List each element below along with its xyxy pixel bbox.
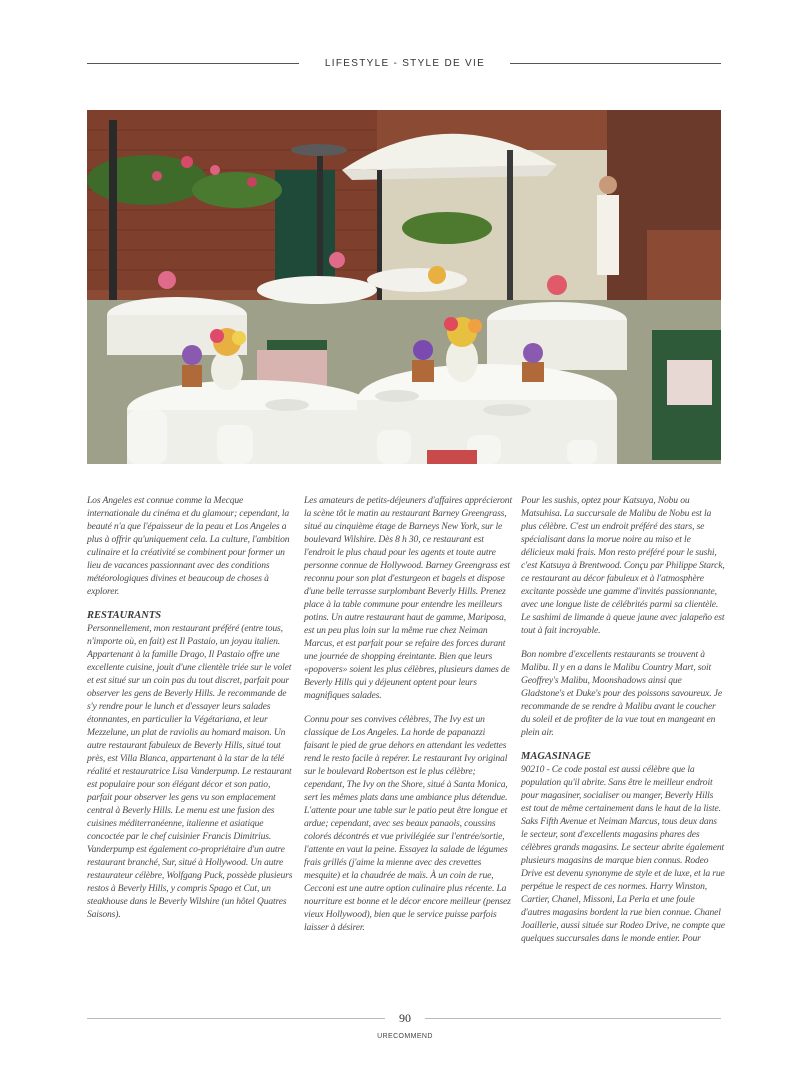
column-3 — [521, 494, 725, 956]
brand-name: URECOMMEND — [377, 1033, 433, 1040]
intro-paragraph: Los Angeles est connue comme la Mecque internationale du cinéma et du glamour; cependant, la beauté n'a que l'épaisseur de la peau et Los Angeles a plus à offrir qu'uniquement cela. La culture, l'ambition culinaire et la créativité se combinent pour former un lieu de vacances passionnant avec des conditions météorologiques divines et beaucoup de choses à explorer. — [87, 495, 290, 597]
shopping-heading: MAGASINAGE — [521, 751, 592, 762]
sushi-paragraph: Pour les sushis, optez pour Katsuya, Nobu ou Matsuhisa. La succursale de Malibu de Nobu est la plus célèbre. C'est un endroit préféré des stars, se spécialisant dans la morue noire au miso et le délicieux maki frais. Mon resto préféré pour le sushi, c'est Katsuya à Brentwood. Conçu par Philippe Starck, ce restaurant au décor fabuleux et à l'atmosphère excitante possède une gamme d'invités passionnante, avec une longue liste de célébrités parmi sa clientèle. Le sashimi de limande à queue jaune avec jalapeño est tout à fait incroyable. — [521, 495, 725, 636]
header-rule-left — [87, 63, 299, 64]
page-number: 90 — [385, 1011, 425, 1026]
column-1 — [87, 494, 295, 932]
restaurants-paragraph: Personnellement, mon restaurant préféré (entre tous, n'importe où, en fait) est Il Pastaio, un joyau italien. Appartenant à la famille Drago, Il Pastaio offre une excellente cuisine, jouit d'une clientèle triée sur le volet et est situé sur un coin pas du tout discret, parfait pour observer les gens de Beverly Hills. Je recommande de s'y rendre pour le lunch et d'essayer leurs salades étonnantes, en particulier la Végétariana, et leur Mezzelune, un plat de raviolis au homard maison. Un autre restaurant fabuleux de Beverly Hills, situé tout près, est Villa Blanca, appartenant à la star de la télé réalité et restauratrice Lisa Vanderpump. Le restaurant est populaire pour son élégant décor et son patio, parfait pour observer les gens vu son emplacement central à Beverly Hills. Le menu est une fusion des cuisines méditerranéenne, italienne et asiatique concoctée par le chef cuisinier Francis Dimitrius. Vanderpump est également co-propriétaire d'un autre restaurant branché, Sur, situé à Hollywood. Un autre restaurateur célèbre, Wolfgang Puck, possède plusieurs restos à Beverly Hills, y compris Spago et Cut, un steakhouse dans le Beverly Wilshire (un hôtel Quatres Saisons). — [87, 623, 293, 920]
breakfast-paragraph: Les amateurs de petits-déjeuners d'affaires apprécieront la scène tôt le matin au restaurant Barney Greengrass, situé au cinquième étage de Barneys New York, sur le boulevard Wilshire. Dès 8 h 30, ce restaurant est l'endroit le plus chaud pour les agents et toute autre personne connue de Hollywood. Barney Greengrass est reconnu pour son plat d'esturgeon et bagels et dispose d'une belle terrasse surplombant Beverly Hills. Prenez place à la table commune pour entendre les meilleurs potins. Un autre restaurant haut de gamme, Mariposa, est un peu plus loin sur la même rue chez Neiman Marcus, et est parfait pour se refaire des forces durant une journée de shopping éreintante. Bien que leurs «popovers» soient les plus célèbres, plusieurs dames de Beverly Hills qui y déjeunent optent pour leurs magnifiques salades. — [304, 495, 512, 701]
shopping-paragraph: 90210 - Ce code postal est aussi célèbre que la population qu'il abrite. Sans être le meilleur endroit pour magasiner, socialiser ou manger, Beverly Hills est tout de même certainement dans le haut de la liste. Saks Fifth Avenue et Neiman Marcus, tous deux dans le secteur, sont d'excellents magasins phares des célèbres grands magasins. Le secteur abrite également plusieurs magasins de marque bien connus. Rodeo Drive est devenu synonyme de style et de luxe, et la rue perpétue le respect de ces normes. Harry Winston, Cartier, Chanel, Missoni, La Perla et une foule d'autres magasins bordent la rue bien connue. Chanel Joaillerie, aussi située sur Rodeo Drive, ne compte que quelques succursales dans le monde entier. Pour — [521, 764, 725, 944]
restaurants-heading: RESTAURANTS — [87, 610, 162, 621]
ivy-paragraph: Connu pour ses convives célèbres, The Ivy est un classique de Los Angeles. La horde de papanazzi faisant le pied de grue dehors en attendant les vedettes rend le resto facile à repérer. Le restaurant Ivy original sur le boulevard Robertson est le plus célèbre; cependant, The Ivy on the Shore, situé à Santa Monica, sert les mêmes plats dans une ambiance plus détendue. L'attente pour une table sur le patio peut être longue et ardue; cependant, avec ses beaux panaols, coussins colorés décontrés et vue privilégiée sur l'entrée/sortie, l'attente en vaut la peine. Essayez la salade de légumes frais grillés (j'aime la mienne avec des crevettes mesquite) et la chaudrée de maïs. À un coin de rue, Cecconi est une autre option culinaire plus récente. La nourriture est bonne et le décor encore meilleur (pensez vieux Hollywood), bien que le service puisse parfois laisser à désirer. — [304, 714, 511, 933]
header-rule-right — [510, 63, 721, 64]
column-2 — [304, 494, 512, 945]
section-title: LIFESTYLE - STYLE DE VIE — [324, 58, 486, 69]
restaurant-patio-photo — [87, 110, 721, 464]
malibu-paragraph: Bon nombre d'excellents restaurants se trouvent à Malibu. Il y en a dans le Malibu Country Mart, soit Geoffrey's Malibu, Moonshadows ainsi que Gladstone's et Duke's pour des poissons savoureux. Je recommande de se rendre à Malibu avant le coucher du soleil et de profiter de la vue tout en mangeant en plein air. — [521, 649, 722, 738]
